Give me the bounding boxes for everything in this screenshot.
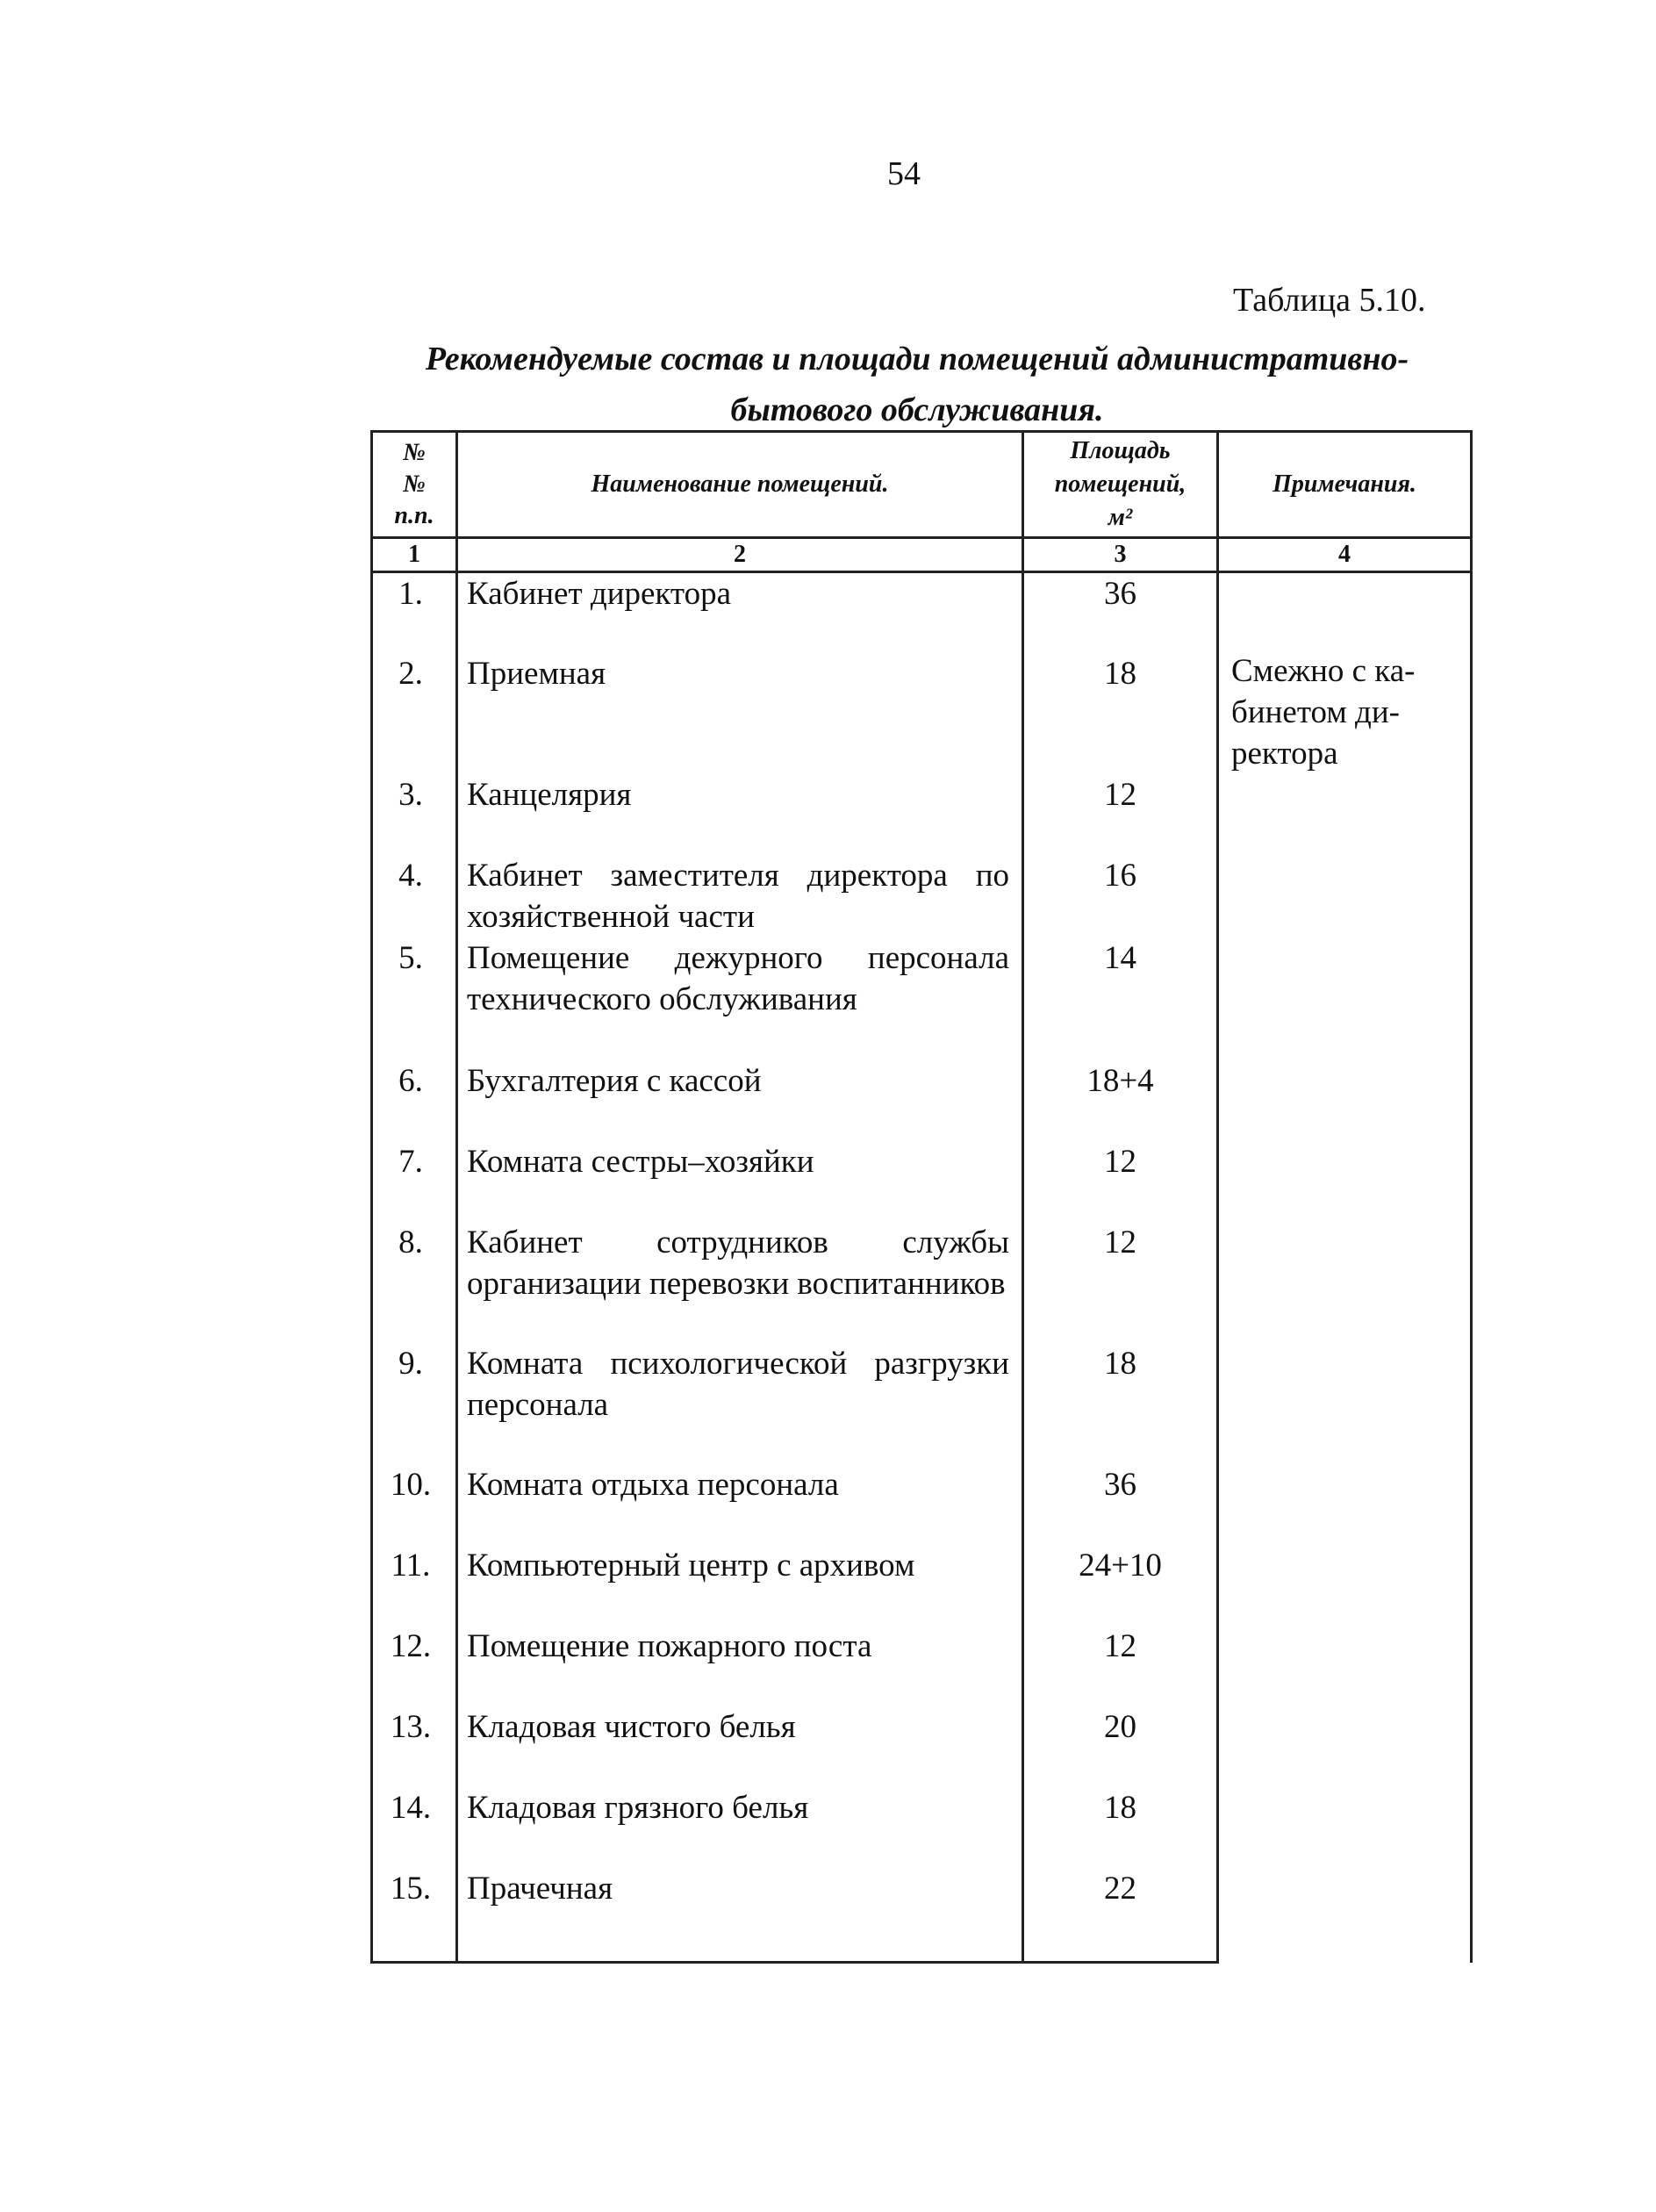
room-area: 14 xyxy=(1023,937,1218,1060)
row-number: 2. xyxy=(372,653,457,774)
room-name: Помещение дежурного персонала технического обслуживания xyxy=(457,937,1023,1060)
table-label: Таблица 5.10. xyxy=(1233,282,1426,319)
room-area: 12 xyxy=(1023,1626,1218,1706)
room-note xyxy=(1218,572,1472,1963)
row-number: 8. xyxy=(372,1222,457,1343)
table-title xyxy=(377,334,1457,435)
row-number: 4. xyxy=(372,855,457,937)
column-number: 2 xyxy=(457,538,1023,572)
header-number-line-2: № xyxy=(403,470,426,498)
table-body xyxy=(372,572,1472,1963)
header-area-unit: м² xyxy=(1108,504,1133,531)
header-number-line-1: № xyxy=(403,439,426,466)
row-number: 1. xyxy=(372,572,457,653)
room-name: Кладовая грязного белья xyxy=(457,1787,1023,1868)
column-number: 4 xyxy=(1218,538,1472,572)
header-name: Наименование помещений. xyxy=(457,432,1023,538)
header-number-line-3: п.п. xyxy=(394,502,434,529)
room-name: Комната отдыха персонала xyxy=(457,1464,1023,1545)
room-name: Комната психологической разгрузки персонала xyxy=(457,1343,1023,1464)
room-area: 24+10 xyxy=(1023,1545,1218,1626)
room-area: 16 xyxy=(1023,855,1218,937)
room-area: 20 xyxy=(1023,1706,1218,1787)
room-area: 36 xyxy=(1023,572,1218,653)
room-name: Бухгалтерия с кассой xyxy=(457,1060,1023,1141)
room-area: 18+4 xyxy=(1023,1060,1218,1141)
header-area-line-1: Площадь xyxy=(1070,437,1171,464)
room-area: 18 xyxy=(1023,1343,1218,1464)
row-number: 9. xyxy=(372,1343,457,1464)
row-number: 11. xyxy=(372,1545,457,1626)
row-number: 3. xyxy=(372,774,457,855)
room-name: Кабинет сотрудников службы организации перевозки воспитанников xyxy=(457,1222,1023,1343)
column-numbers-row xyxy=(372,538,1472,572)
row-number: 13. xyxy=(372,1706,457,1787)
room-name: Приемная xyxy=(457,653,1023,774)
column-number: 1 xyxy=(372,538,457,572)
room-name: Кабинет директора xyxy=(457,572,1023,653)
row-number: 14. xyxy=(372,1787,457,1868)
row-number: 12. xyxy=(372,1626,457,1706)
row-number: 6. xyxy=(372,1060,457,1141)
rooms-table xyxy=(370,430,1473,1964)
room-area: 12 xyxy=(1023,774,1218,855)
header-area xyxy=(1023,432,1218,538)
page-number: 54 xyxy=(887,155,921,192)
room-name: Кабинет заместителя директора по хозяйственной части xyxy=(457,855,1023,937)
column-number: 3 xyxy=(1023,538,1218,572)
room-area: 18 xyxy=(1023,653,1218,774)
row-number: 15. xyxy=(372,1868,457,1963)
table-title-line-2: бытового обслуживания. xyxy=(730,391,1104,428)
table-title-line-1: Рекомендуемые состав и площади помещений административно- xyxy=(425,341,1409,377)
room-name: Прачечная xyxy=(457,1868,1023,1963)
room-name: Канцелярия xyxy=(457,774,1023,855)
room-area: 18 xyxy=(1023,1787,1218,1868)
room-area: 36 xyxy=(1023,1464,1218,1545)
room-note-text: Смежно с ка-бинетом ди-ректора xyxy=(1231,653,1416,772)
room-area: 22 xyxy=(1023,1868,1218,1963)
header-notes: Примечания. xyxy=(1218,432,1472,538)
row-number: 5. xyxy=(372,937,457,1060)
room-area: 12 xyxy=(1023,1222,1218,1343)
row-number: 10. xyxy=(372,1464,457,1545)
room-name: Кладовая чистого белья xyxy=(457,1706,1023,1787)
table-header-row xyxy=(372,432,1472,538)
room-name: Помещение пожарного поста xyxy=(457,1626,1023,1706)
room-name: Комната сестры–хозяйки xyxy=(457,1141,1023,1222)
room-name: Компьютерный центр с архивом xyxy=(457,1545,1023,1626)
row-number: 7. xyxy=(372,1141,457,1222)
table-row xyxy=(372,572,1472,653)
header-area-line-2: помещений, xyxy=(1054,470,1186,498)
room-area: 12 xyxy=(1023,1141,1218,1222)
header-number xyxy=(372,432,457,538)
